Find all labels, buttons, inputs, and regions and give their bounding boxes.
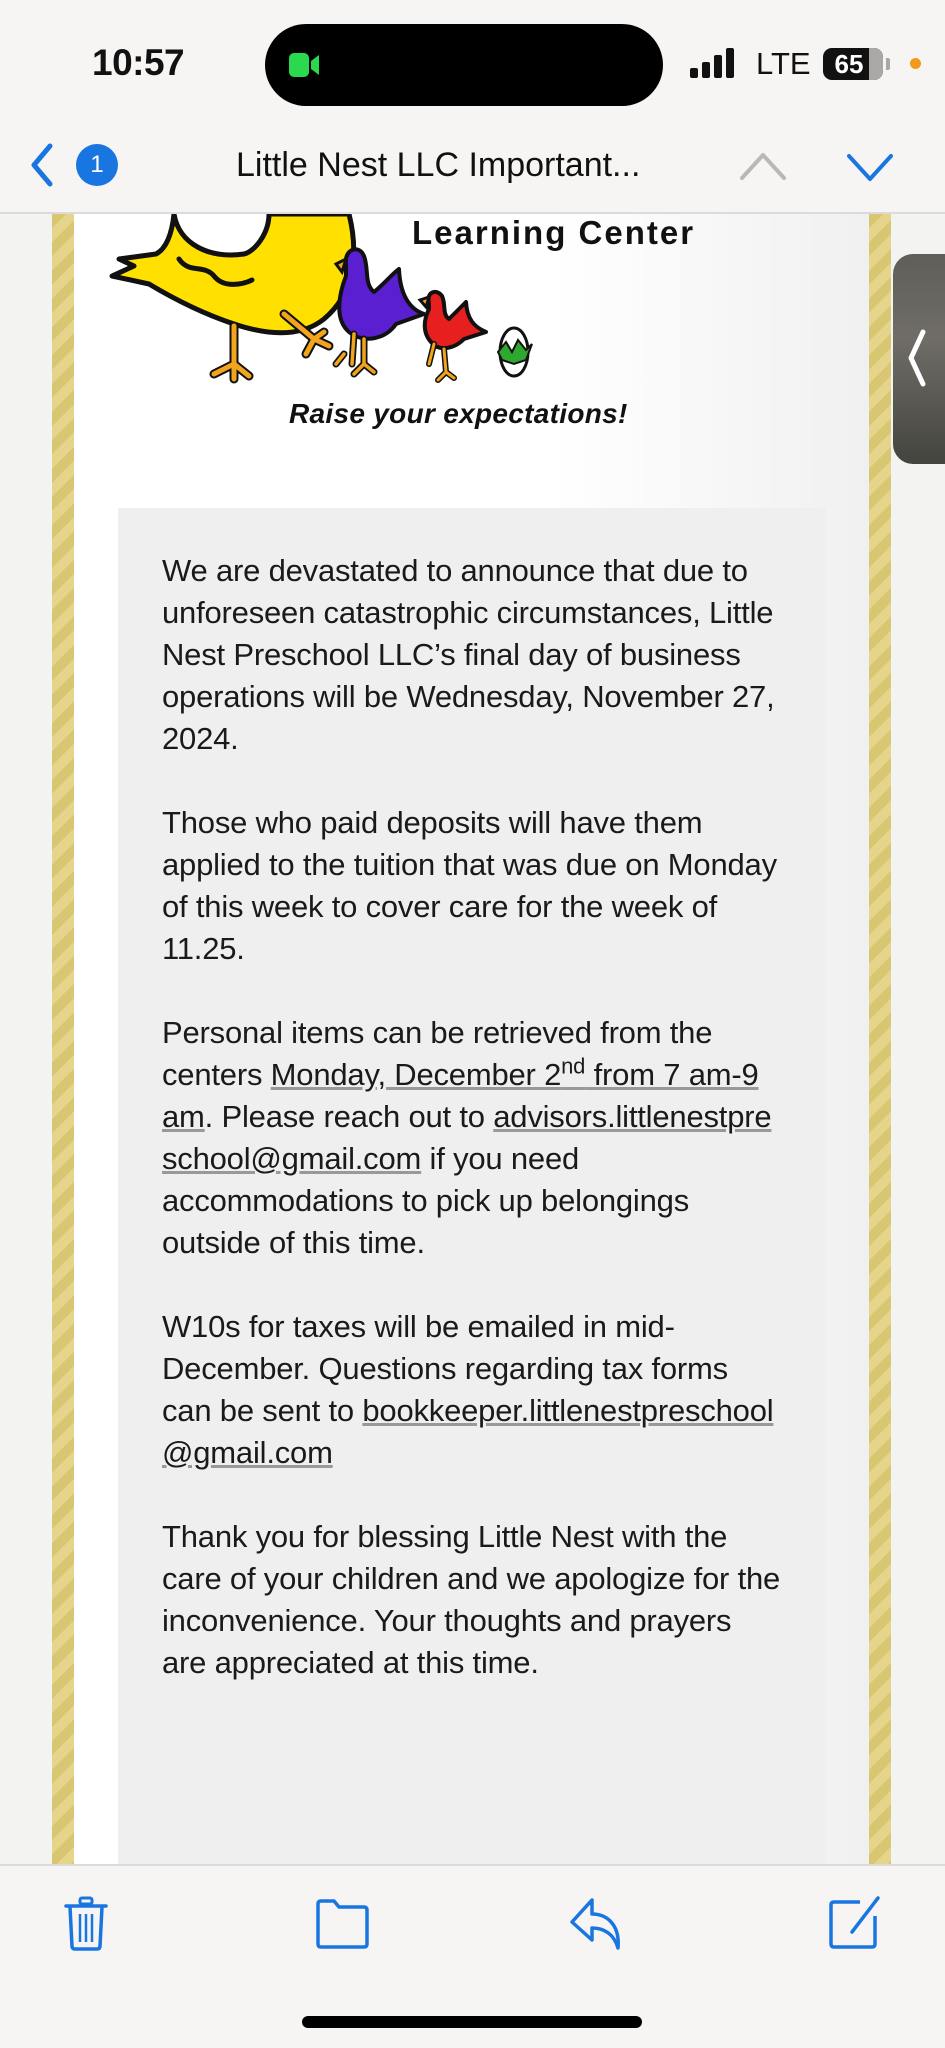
network-type: LTE xyxy=(756,46,811,81)
cellular-signal-icon xyxy=(690,48,742,78)
paragraph-thank-you: Thank you for blessing Little Nest with the care of your children and we apologize for the inconvenience. Your thoughts and prayers are appreciated at this time. xyxy=(162,1519,781,1680)
compose-icon[interactable] xyxy=(826,1896,882,1952)
text: if you need accommodations to pick up belongings outside of this time. xyxy=(162,1141,690,1260)
clock: 10:57 xyxy=(92,42,185,83)
folder-icon[interactable] xyxy=(314,1896,370,1952)
message-body-scroll[interactable] xyxy=(0,214,945,1864)
battery-nub xyxy=(886,58,890,70)
email-page xyxy=(74,214,869,1864)
red-bird-icon xyxy=(420,292,486,380)
microphone-indicator-dot xyxy=(910,58,921,69)
advisors-email-link[interactable]: advisors.littlenestpreschool@gmail.com xyxy=(162,1099,772,1176)
paragraph-deposits: Those who paid deposits will have them applied to the tuition that was due on Monday of this week to cover care for the week of 11.25. xyxy=(162,805,777,966)
message-content-box xyxy=(118,508,826,1864)
chevron-up-icon[interactable] xyxy=(738,150,788,182)
battery-percent: 65 xyxy=(834,49,864,79)
side-panel-handle[interactable] xyxy=(893,254,945,464)
message-nav-bar xyxy=(0,120,945,214)
battery-icon xyxy=(823,48,883,80)
purple-bird-icon xyxy=(336,249,424,374)
decorative-border-left xyxy=(52,214,74,1864)
yellow-bird-icon xyxy=(112,214,354,379)
bookkeeper-email-link[interactable]: bookkeeper.littlenestpreschool@gmail.com xyxy=(162,1393,774,1470)
home-indicator[interactable] xyxy=(302,2016,642,2028)
dynamic-island[interactable] xyxy=(265,24,663,106)
time-text: from 7 am-9 am xyxy=(162,1057,759,1134)
text: W10s for taxes will be emailed in mid-December. Questions regarding tax forms can be sent to xyxy=(162,1309,728,1428)
chevron-left-icon[interactable] xyxy=(24,140,60,190)
trash-icon[interactable] xyxy=(58,1896,114,1952)
chevron-left-icon xyxy=(907,328,927,388)
facetime-camera-icon xyxy=(289,51,319,79)
paragraph-tax-forms xyxy=(162,1306,782,1474)
chevron-down-icon[interactable] xyxy=(845,152,895,184)
logo-tagline: Raise your expectations! xyxy=(289,398,628,429)
bird-family-illustration xyxy=(74,214,869,394)
date-text: Monday, December 2 xyxy=(270,1057,562,1092)
paragraph-closure-announcement: We are devastated to announce that due to unforeseen catastrophic circumstances, Little Nest Preschool LLC’s final day of business operations will be Wednesday, November 27, 2024. xyxy=(162,553,775,756)
text: Personal items can be retrieved from the centers xyxy=(162,1015,713,1092)
text: . Please reach out to xyxy=(204,1099,494,1134)
status-bar xyxy=(0,0,945,120)
message-subject-title: Little Nest LLC Important... xyxy=(236,146,641,184)
paragraph-personal-items xyxy=(162,1012,782,1264)
message-toolbar xyxy=(0,1864,945,2048)
unread-count-badge[interactable]: 1 xyxy=(76,144,118,186)
hatching-egg-icon xyxy=(498,328,532,376)
school-logo xyxy=(74,214,869,464)
logo-text: Learning Center xyxy=(412,214,696,251)
ordinal-suffix: nd xyxy=(561,1053,586,1079)
reply-icon[interactable] xyxy=(568,1896,624,1952)
decorative-border-right xyxy=(869,214,891,1864)
